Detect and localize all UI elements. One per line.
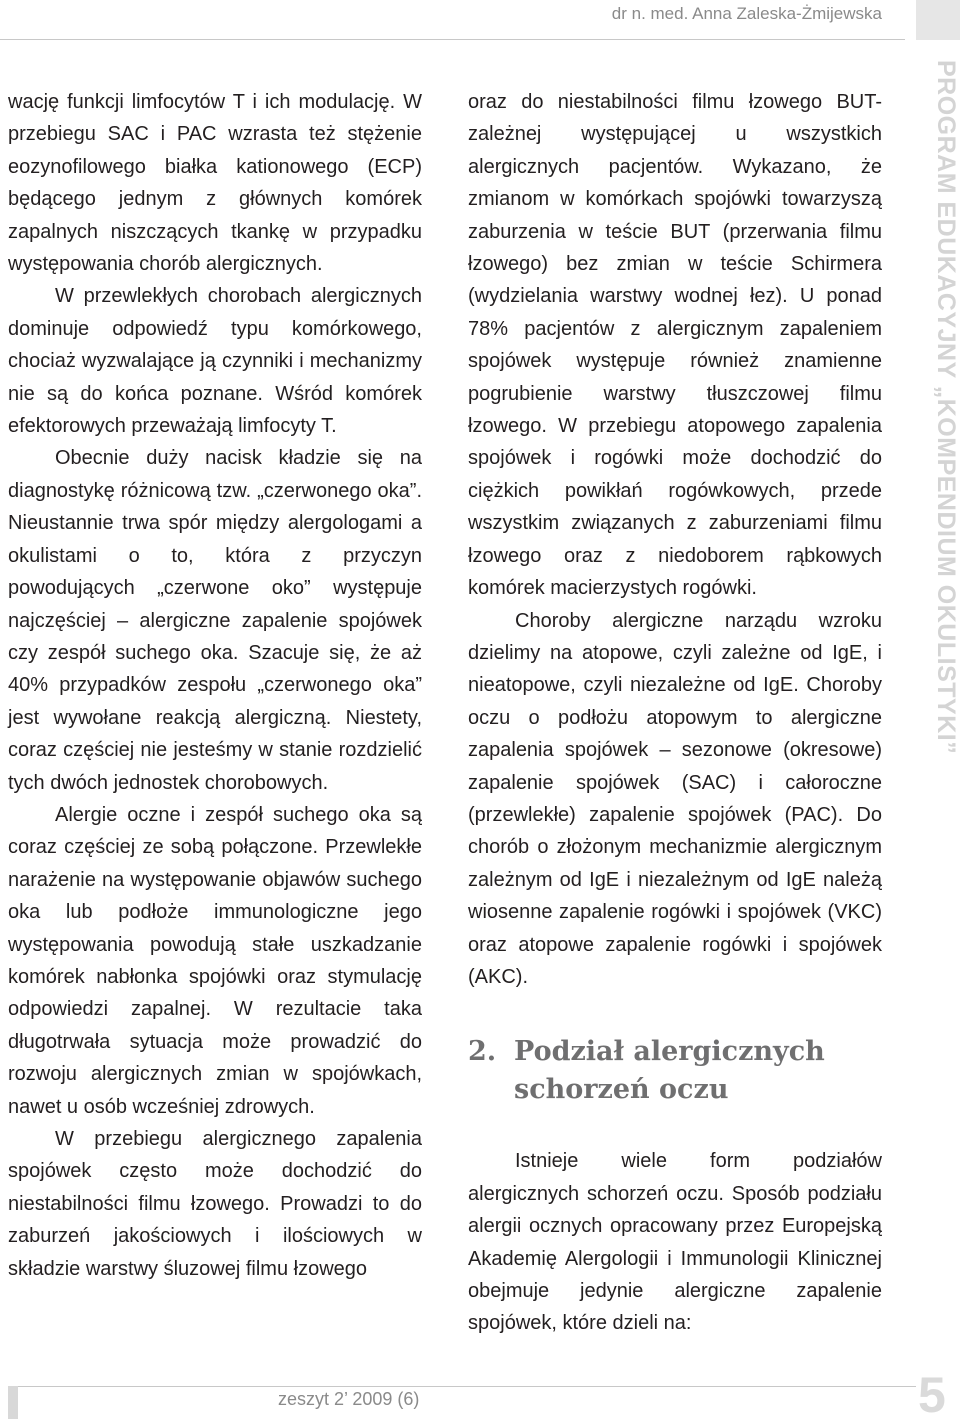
series-title-vertical: PROGRAM EDUKACYJNY „KOMPENDIUM OKULISTYKI” xyxy=(932,60,960,755)
section-heading xyxy=(468,1033,882,1109)
page-number: 5 xyxy=(918,1367,946,1423)
paragraph: oraz do niestabilności filmu łzowego BUT-zależnej występującej u wszystkich alergicznych pacjentów. Wykazano, że zmianom w komórkach spojówki towarzyszą zaburzenia w teście BUT (przerwania filmu łzowego) bez zmian w teście Schirmera (wydzielania warstwy wodnej łez). U ponad 78% pacjentów z alergicznym zapaleniem spojówek występuje również znamienne pogrubienie warstwy tłuszczowej filmu łzowego. W przebiegu atopowego zapalenia spojówek i rogówki może dochodzić do ciężkich powikłań rogówkowych, przede wszystkim związanych z zaburzeniami filmu łzowego oraz z niedoborem rąbkowych komórek macierzystych rogówki. xyxy=(468,91,882,600)
paragraph: W przewlekłych chorobach alergicznych dominuje odpowiedź typu komórkowego, chociaż wyzwalające ją czynniki i mechanizmy nie są do końca poznane. Wśród komórek efektorowych przeważają limfocyty T. xyxy=(8,285,422,438)
paragraph: Alergie oczne i zespół suchego oka są coraz częściej ze sobą połączone. Przewlekłe narażenie na występowanie objawów suchego oka lub podłoże immunologiczne jego występowania powodują stałe uszkadzanie komórek nabłonka spojówki oraz stymulację odpowiedzi zapalnej. W rezultacie taka długotrwała sytuacja może prowadzić do rozwoju alergicznych zmian w spojówkach, nawet u osób wcześniej zdrowych. xyxy=(8,803,422,1118)
section-number: 2. xyxy=(468,1036,497,1068)
running-head-author: dr n. med. Anna Zaleska-Żmijewska xyxy=(611,4,882,23)
side-tab xyxy=(916,0,960,40)
paragraph: wację funkcji limfocytów T i ich modulację. W przebiegu SAC i PAC wzrasta też stężenie eozynofilowego białka kationowego (ECP) będącego jednym z głównych komórek zapalnych niszczących tkankę w przypadku występowania chorób alergicznych. xyxy=(8,91,422,276)
paragraph: Istnieje wiele form podziałów alergicznych schorzeń oczu. Sposób podziału alergii ocznych opracowany przez Europejską Akademię Alergologii i Immunologii Klinicznej obejmuje jedynie alergiczne zapalenie spojówek, które dzieli na: xyxy=(468,1150,882,1335)
footer-marker xyxy=(8,1386,18,1419)
section-title: Podział alergicznych schorzeń oczu xyxy=(514,1036,825,1106)
paragraph: Choroby alergiczne narządu wzroku dzielimy na atopowe, czyli zależne od IgE, i nieatopowe, czyli niezależne od IgE. Choroby oczu o podłożu atopowym to alergiczne zapalenia spojówek – sezonowe (okresowe) zapalenie spojówek (SAC) i całoroczne (przewlekłe) zapalenie spojówek (PAC). Do chorób o złożonym mechanizmie alergicznym zależnym od IgE i niezależnym od IgE należą wiosenne zapalenie rogówki i spojówek (VKC) oraz atopowe zapalenie rogówki i spojówek (AKC). xyxy=(468,609,882,988)
paragraph: W przebiegu alergicznego zapalenia spojówek często może dochodzić do niestabilności filmu łzowego. Prowadzi to do zaburzeń jakościowych i ilościowych w składzie warstwy śluzowej filmu łzowego xyxy=(8,1128,422,1280)
paragraph: Obecnie duży nacisk kładzie się na diagnostykę różnicową tzw. „czerwonego oka”. Nieustannie trwa spór między alergologami a okulistami o to, która z przyczyn powodujących „czerwone oko” występuje najczęściej – alergiczne zapalenie spojówek czy zespół suchego oka. Szacuje się, że aż 40% przypadków zespołu „czerwonego oka” jest wywołane reakcją alergiczną. Niestety, coraz częściej nie jesteśmy w stanie rozdzielić tych dwóch jednostek chorobowych. xyxy=(8,447,422,794)
issue-label: zeszyt 2’ 2009 (6) xyxy=(278,1389,420,1409)
footer-rule xyxy=(8,1386,916,1387)
left-column xyxy=(8,86,422,1285)
right-column xyxy=(468,86,882,1340)
